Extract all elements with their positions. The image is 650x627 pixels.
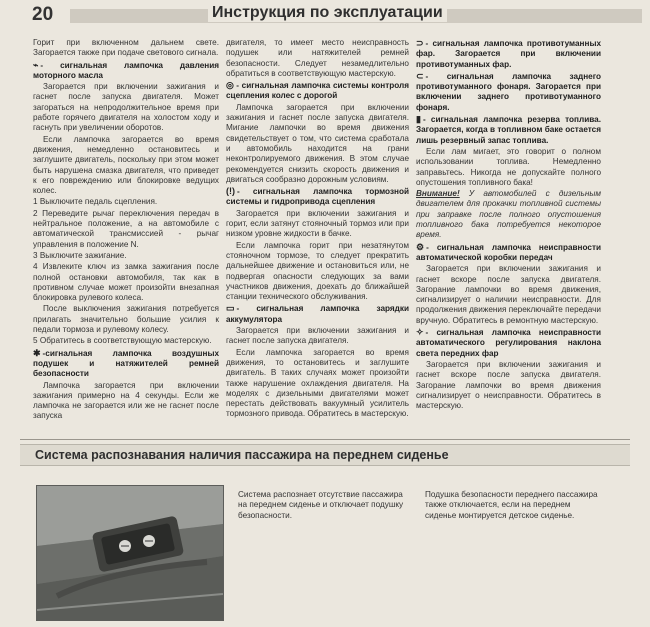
warning-lamp-heading	[416, 242, 601, 264]
heading-text: -сигнальная лампочка воздушных подушек и натяжителей ремней безопасности	[33, 348, 219, 379]
passenger-sensor-photo	[36, 485, 224, 621]
page-number: 20	[32, 4, 54, 25]
warning-lamp-heading	[33, 60, 219, 82]
section-divider	[20, 439, 630, 440]
warning-lamp-heading	[226, 186, 409, 208]
warning-lamp-icon: ⌁	[33, 59, 39, 70]
warning-lamp-icon: ⊃	[416, 38, 424, 48]
list-item: 3 Выключите зажигание.	[33, 250, 127, 260]
list-item: 2 Переведите рычаг переключения передач в нейтральное положение, а на автомобиле с автоматической трансмиссией - рычаг управления в положение N.	[33, 208, 219, 249]
caption-left: Система распознает отсутствие пассажира на переднем сиденье и отключает подушку безопасности.	[238, 490, 404, 520]
heading-text: - сигнальная лампочка неисправности автоматического регулирования наклона света передних фар	[416, 328, 601, 358]
list-item: 5 Обратитесь в соответствующую мастерскую.	[33, 336, 212, 346]
heading-text: - сигнальная лампочка заднего противотуманного фонаря. Загорается при включении заднего противотуманного фонаря.	[416, 71, 601, 112]
paragraph: Если лампочка загорается во время движения, немедленно остановитесь и заглушите двигатель, поскольку при этом может быть нарушена смазка двигателя, что приведет к его повреждению или блокировке ведущих колес.	[33, 134, 219, 196]
text-column-1	[33, 38, 219, 423]
warning-lamp-heading	[226, 80, 409, 102]
paragraph: Горит при включенном дальнем свете. Загорается также при подаче светового сигнала.	[33, 38, 219, 58]
paragraph: Если лампочка загорается во время движения, то остановитесь и заглушите двигатель. В таких случаях может произойти также нарушение охлаждения двигателя. На моделях с дизельными двигателями может перестать действовать вакуумный усилитель тормозного привода. Обратитесь в мастерскую.	[226, 347, 409, 419]
paragraph: Если лам мигает, это говорит о полном использовании топлива. Немедленно заправьтесь. Никогда не допускайте полного опустошения топливного бака!	[416, 146, 601, 187]
warning-lamp-icon: ✧	[416, 327, 424, 338]
warning-lamp-icon: ⊂	[416, 70, 424, 81]
warning-lamp-icon: ▮	[416, 114, 421, 125]
paragraph: Если лампочка горит при незатянутом стояночном тормозе, то следует прекратить дальнейшее движение и остановиться или, не подвергая опасности следующих за вами участников движения, доехать до ближайшей станции технического обслуживания.	[226, 240, 409, 302]
paragraph: Лампочка загорается при включении зажигания примерно на 4 секунды. Если же лампочка не загорается или же не гаснет после запуска	[33, 380, 219, 421]
text-column-3	[416, 38, 601, 412]
heading-text: - сигнальная лампочка зарядки аккумулятора	[226, 304, 409, 324]
heading-text: - сигнальная лампочка противотуманных фар. Загорается при включении противотуманных фар.	[416, 39, 601, 69]
note-text: У автомобилей с дизельным двигателем для прокачки топливной системы при заправке после полного опустошения топливного бака потребуется некоторое время.	[416, 189, 601, 240]
dashboard-photo-illustration	[37, 486, 223, 620]
warning-lamp-heading	[416, 71, 601, 113]
section-title: Система распознавания наличия пассажира на переднем сиденье	[35, 448, 449, 462]
heading-text: - сигнальная лампочка тормозной системы и гидропривода сцепления	[226, 187, 409, 207]
warning-lamp-icon: ▭	[226, 303, 235, 314]
page-title: Инструкция по эксплуатации	[208, 4, 447, 22]
heading-text: - сигнальная лампочка системы контроля сцепления колес с дорогой	[226, 81, 409, 101]
heading-text: - сигнальная лампочка давления моторного масла	[33, 60, 219, 80]
list-item: 1 Выключите педаль сцепления.	[33, 197, 158, 207]
warning-lamp-icon: ✱	[33, 347, 41, 358]
paragraph: двигателя, то имеет место неисправность подушек или натяжителей ремней безопасности. Следует незамедлительно обратиться в соответствующую мастерскую.	[226, 38, 409, 78]
section-heading-bar	[20, 444, 630, 466]
warning-lamp-icon: ◎	[226, 80, 235, 91]
warning-lamp-heading	[416, 327, 601, 359]
caption-right: Подушка безопасности переднего пассажира также отключается, если на переднем сиденье монтируется детское сиденье.	[425, 490, 598, 520]
paragraph: Загорается при включении зажигания и гаснет после запуска двигателя.	[226, 326, 409, 346]
paragraph: Загорается при включении зажигания и гаснет вскоре после запуска двигателя. Загорание лампочки во время движения, сигнализирует о наличии неисправности. Для продолжения движения переключайте передачи вручную. Обратитесь в ремонтную мастерскую.	[416, 264, 601, 325]
warning-lamp-heading	[416, 38, 601, 70]
warning-lamp-icon: (!)	[226, 186, 235, 197]
attention-label: Внимание!	[416, 189, 460, 199]
text-column-2	[226, 38, 409, 421]
paragraph: После выключения зажигания потребуется прилагать значительно большие усилия к педали тормоза и рулевому колесу.	[33, 304, 219, 335]
paragraph: Загорается при включении зажигания и горит, если затянут стояночный тормоз или при низком уровне жидкости в бачке.	[226, 208, 409, 239]
warning-lamp-icon: ⚙	[416, 241, 425, 252]
warning-lamp-heading	[416, 114, 601, 146]
warning-lamp-heading	[226, 303, 409, 325]
page-header	[8, 2, 642, 28]
list-item: 4 Извлеките ключ из замка зажигания после полной остановки автомобиля, так как в противном случае может произойти внезапная блокировка рулевого колеса.	[33, 262, 219, 303]
attention-note	[416, 189, 601, 240]
heading-text: - сигнальная лампочка резерва топлива. Загорается, когда в топливном баке остается лишь резервный запас топлива.	[416, 115, 601, 145]
paragraph: Загорается при включении зажигания и гаснет после запуска двигателя. Может загораться на непродолжительное время при работе горячего двигателя на холостом ходу и гаснуть при увеличении оборотов.	[33, 82, 219, 133]
paragraph: Лампочка загорается при включении зажигания и гаснет после запуска двигателя. Мигание лампочки во время движения свидетельствует о том, что система сработала и автомобиль находится на грани неконтролируемого движения. В этом случае рекомендуется снизить скорость движения и двигаться сообразно дорожным условиям.	[226, 102, 409, 184]
heading-text: - сигнальная лампочка неисправности автоматической коробки передач	[416, 242, 601, 262]
paragraph: Загорается при включении зажигания и гаснет вскоре после запуска двигателя. Загорание лампочки во время движения сигнализирует о неисправности. Обратитесь в мастерскую.	[416, 359, 601, 411]
warning-lamp-heading	[33, 348, 219, 380]
